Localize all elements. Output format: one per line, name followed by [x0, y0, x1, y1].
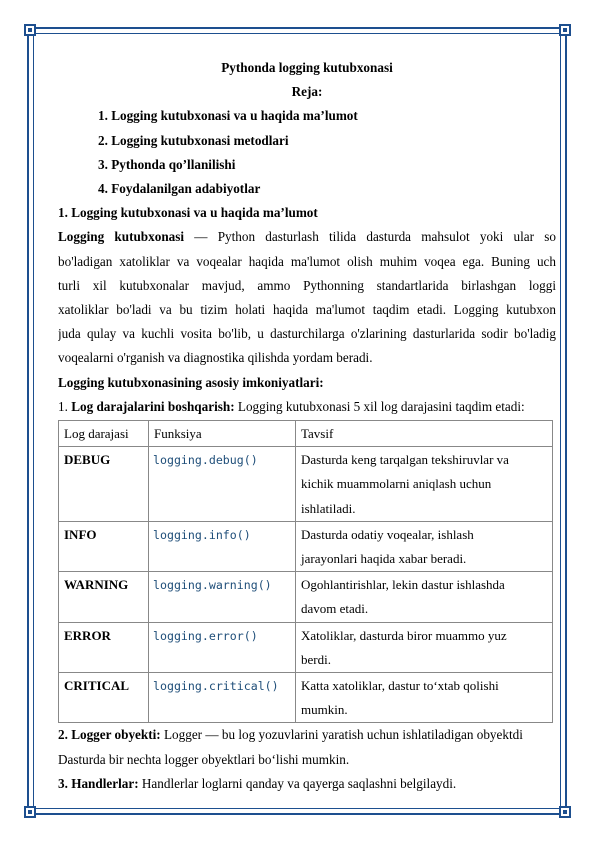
- feature-item: 2. Logger obyekti: Logger — bu log yozuvlarini yaratish uchun ishlatiladigan obyektdi: [58, 727, 523, 743]
- function-cell: logging.debug(): [149, 447, 296, 522]
- feature-item: 3. Handlerlar: Handlerlar loglarni qanday va qayerga saqlashni belgilaydi.: [58, 775, 457, 791]
- table-header-row: [59, 421, 553, 447]
- intro-term: Logging kutubxonasi: [58, 229, 185, 245]
- plan-heading: Reja:: [291, 84, 323, 100]
- level-cell: INFO: [59, 521, 149, 571]
- document-title: Pythonda logging kutubxonasi: [221, 60, 393, 75]
- plan-list: [58, 104, 556, 201]
- log-levels-table: [58, 420, 553, 723]
- paragraph-line: voqealarni o'rganish va diagnostika qilishda yordam beradi.: [58, 350, 373, 366]
- corner-ornament-bottom-left: [24, 806, 36, 818]
- table-row: [59, 572, 553, 622]
- table-header-cell: Funksiya: [149, 421, 296, 447]
- function-cell: logging.warning(): [149, 572, 296, 622]
- section-heading: 1. Logging kutubxonasi va u haqida ma’lumot: [58, 205, 318, 221]
- table-row: [59, 447, 553, 522]
- table-header-cell: Log darajasi: [59, 421, 149, 447]
- intro-paragraph: [58, 225, 556, 370]
- plan-item: 4. Foydalanilgan adabiyotlar: [98, 181, 261, 197]
- description-cell: Xatoliklar, dasturda biror muammo yuz berdi.: [296, 622, 553, 672]
- level-cell: CRITICAL: [59, 673, 149, 723]
- description-cell: Ogohlantirishlar, lekin dastur ishlashda davom etadi.: [296, 572, 553, 622]
- description-cell: Dasturda keng tarqalgan tekshiruvlar va kichik muammolarni aniqlash uchun ishlatiladi.: [296, 447, 553, 522]
- function-cell: logging.error(): [149, 622, 296, 672]
- level-cell: DEBUG: [59, 447, 149, 522]
- paragraph-line: Logging kutubxonasi — Python dasturlash tilida dasturda mahsulot yoki ular so: [58, 229, 556, 245]
- paragraph-line: turli xil kutubxonalar mavjud, ammo Pythonning standartlarida birlashgan loggi: [58, 277, 556, 293]
- function-cell: logging.info(): [149, 521, 296, 571]
- plan-item: 3. Pythonda qo’llanilishi: [98, 156, 236, 172]
- document-body: [58, 56, 556, 796]
- description-cell: Katta xatoliklar, dastur to‘xtab qolishi mumkin.: [296, 673, 553, 723]
- function-cell: logging.critical(): [149, 673, 296, 723]
- paragraph-line: xatoliklar bo'ladi va bu tizim holati haqida ma'lumot taqdim etadi. Logging kutubxon: [58, 302, 556, 318]
- level-cell: WARNING: [59, 572, 149, 622]
- description-cell: Dasturda odatiy voqealar, ishlash jarayonlari haqida xabar beradi.: [296, 521, 553, 571]
- corner-ornament-top-right: [559, 24, 571, 36]
- table-header-cell: Tavsif: [296, 421, 553, 447]
- feature-item: 1. Log darajalarini boshqarish: Logging kutubxonasi 5 xil log darajasini taqdim etadi:: [58, 398, 525, 414]
- paragraph-line: bo'ladigan xatoliklar va voqealar haqida ma'lumot olish muhim voqea ega. Buning uch: [58, 253, 556, 269]
- corner-ornament-top-left: [24, 24, 36, 36]
- paragraph-line: Dasturda bir nechta logger obyektlari bo‘lishi mumkin.: [58, 751, 350, 767]
- table-row: [59, 673, 553, 723]
- features-heading: Logging kutubxonasining asosiy imkoniyatlari:: [58, 374, 324, 390]
- plan-item: 1. Logging kutubxonasi va u haqida ma’lumot: [98, 108, 358, 124]
- paragraph-line: juda qulay va kuchli vosita bo'lib, u dasturchilarga o'zlarining dasturlarida sodir bo'ladig: [58, 326, 556, 342]
- corner-ornament-bottom-right: [559, 806, 571, 818]
- table-row: [59, 622, 553, 672]
- table-row: [59, 521, 553, 571]
- plan-item: 2. Logging kutubxonasi metodlari: [98, 132, 289, 148]
- level-cell: ERROR: [59, 622, 149, 672]
